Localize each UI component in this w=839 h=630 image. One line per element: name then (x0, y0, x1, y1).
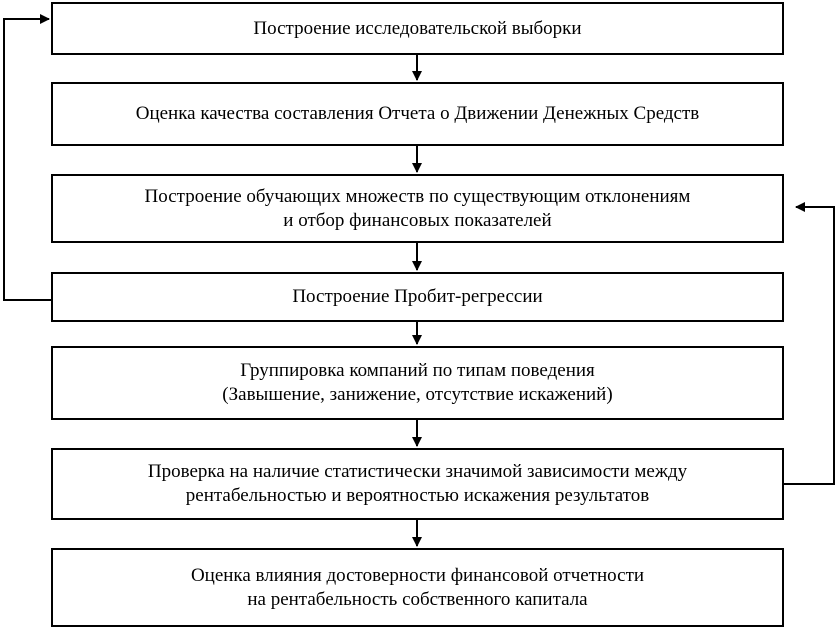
step-4-label: Построение Пробит-регрессии (292, 286, 543, 307)
step-box-2 (51, 82, 784, 146)
step-box-7 (51, 548, 784, 627)
feedback-arrow-step6-to-step3 (784, 207, 834, 484)
feedback-arrow-step4-to-step1 (4, 19, 52, 300)
step-box-3 (51, 174, 784, 243)
step-5-label: Группировка компаний по типам поведения (Завышение, занижение, отсутствие искажений) (222, 360, 613, 405)
step-7-label: Оценка влияния достоверности финансовой отчетности на рентабельность собственного капитала (190, 564, 645, 610)
step-2-label: Оценка качества составления Отчета о Движении Денежных Средств (135, 103, 700, 124)
step-box-6 (51, 448, 784, 520)
step-box-1 (51, 2, 784, 55)
step-3-label: Построение обучающих множеств по существующим отклонениям и отбор финансовых показателей (144, 185, 691, 231)
step-1-label: Построение исследовательской выборки (253, 17, 582, 39)
step-box-5 (51, 346, 784, 420)
step-box-4 (51, 272, 784, 322)
step-6-label: Проверка на наличие статистически значимой зависимости между рентабельностью и вероятностью искажения результатов (147, 461, 688, 506)
